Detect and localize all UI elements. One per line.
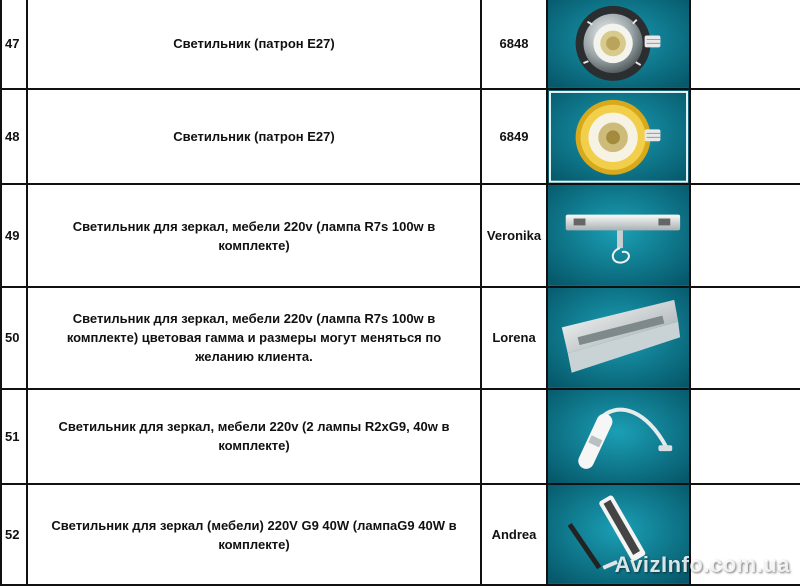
- empty-cell: [690, 89, 800, 185]
- site-watermark: AvizInfo.com.ua: [614, 552, 790, 577]
- mirror-lamp-twin-photo: [548, 390, 689, 484]
- product-description: Светильник для зеркал, мебели 220v (лампа R7s 100w в комплекте) цветовая гамма и размеры могут меняться по желанию клиента.: [27, 287, 481, 389]
- product-image-twin: [547, 389, 690, 485]
- mirror-lamp-veronika-photo: [548, 185, 689, 286]
- empty-cell: [690, 0, 800, 89]
- product-image-chrome-downlight: [547, 0, 690, 89]
- product-description: Светильник для зеркал, мебели 220v (лампа R7s 100w в комплекте): [27, 184, 481, 287]
- product-code: 6849: [481, 89, 547, 185]
- row-number: 48: [1, 89, 27, 185]
- product-image-lorena: [547, 287, 690, 389]
- downlight-gold-photo: [548, 90, 689, 184]
- product-code: Lorena: [481, 287, 547, 389]
- row-number: 50: [1, 287, 27, 389]
- product-code: Andrea: [481, 484, 547, 585]
- empty-cell: [690, 389, 800, 485]
- empty-cell: [690, 184, 800, 287]
- mirror-lamp-lorena-photo: [548, 288, 689, 388]
- product-description: Светильник (патрон Е27): [27, 89, 481, 185]
- downlight-chrome-photo: [548, 0, 689, 88]
- product-description: Светильник (патрон Е27): [27, 0, 481, 89]
- product-image-veronika: [547, 184, 690, 287]
- table-row: [1, 184, 800, 287]
- table-row: [1, 389, 800, 485]
- row-number: 47: [1, 0, 27, 89]
- row-number: 49: [1, 184, 27, 287]
- product-code: Veronika: [481, 184, 547, 287]
- product-code: [481, 389, 547, 485]
- table-row: [1, 0, 800, 89]
- product-description: Светильник для зеркал (мебели) 220V G9 40W (лампаG9 40W в комплекте): [27, 484, 481, 585]
- row-number: 51: [1, 389, 27, 485]
- product-code: 6848: [481, 0, 547, 89]
- row-number: 52: [1, 484, 27, 585]
- table-row: [1, 287, 800, 389]
- empty-cell: [690, 287, 800, 389]
- product-description: Светильник для зеркал, мебели 220v (2 лампы R2xG9, 40w в комплекте): [27, 389, 481, 485]
- product-image-gold-downlight: [547, 89, 690, 185]
- table-row: [1, 89, 800, 185]
